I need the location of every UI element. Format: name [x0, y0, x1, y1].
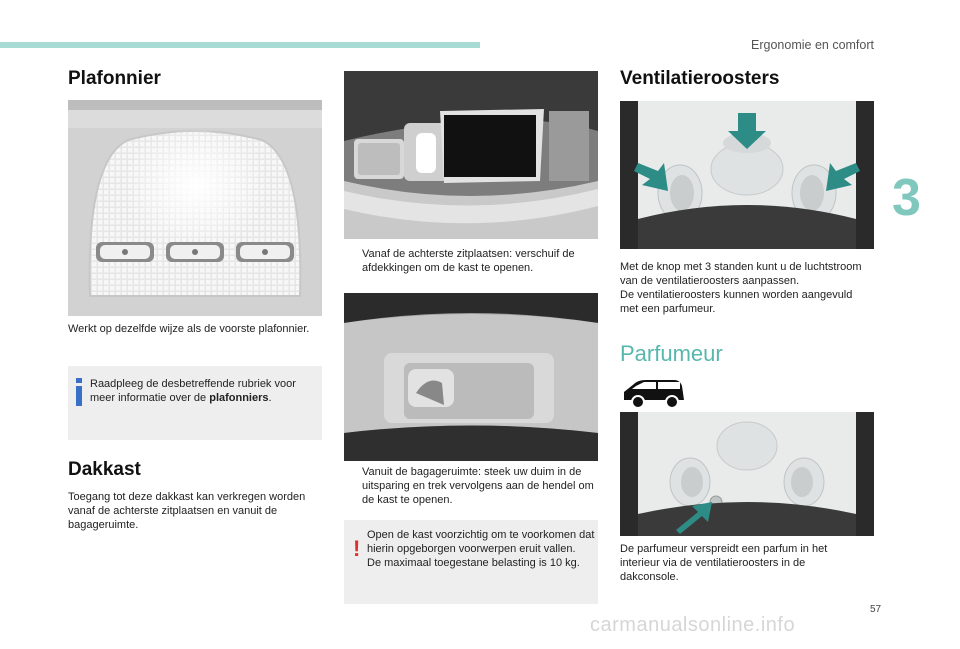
ventilation-illustration	[620, 101, 874, 249]
plafonnier-text: Werkt op dezelfde wijze als de voorste plafonnier.	[68, 323, 310, 335]
heading-plafonnier: Plafonnier	[68, 68, 161, 89]
info-icon	[76, 378, 82, 406]
info-text: Raadpleeg de desbetreffende rubriek voor meer informatie over de plafonniers.	[90, 378, 296, 404]
warning-icon: !	[353, 536, 361, 561]
parfumeur-text: De parfumeur verspreidt een parfum in het interieur via de ventilatieroosters in de dakconsole.	[620, 543, 828, 583]
heading-dakkast: Dakkast	[68, 459, 141, 480]
info-bold-term: plafonniers	[209, 392, 269, 404]
page-number: 57	[870, 604, 882, 615]
warning-text: Open de kast voorzichtig om te voorkomen dat hierin opgeborgen voorwerpen eruit vallen. De maximaal toegestane belasting is 10 kg.	[367, 529, 595, 569]
chapter-number: 3	[892, 169, 921, 227]
vehicle-silhouette-icon	[620, 376, 686, 410]
ventilation-text: Met de knop met 3 standen kunt u de luchtstroom van de ventilatieroosters aanpassen. De ventilatieroosters kunnen worden aangevuld met een parfumeur.	[620, 261, 862, 315]
dakkast-illustration-luggage	[344, 293, 598, 461]
dakkast-illustration-rear-seats	[344, 71, 598, 239]
bullet-luggage: Vanuit de bagageruimte: steek uw duim in de uitsparing en trek vervolgens aan de hendel om de kast te openen.	[362, 466, 594, 506]
heading-parfumeur: Parfumeur	[620, 341, 723, 366]
info-box	[68, 366, 322, 440]
watermark: carmanualsonline.info	[590, 614, 796, 636]
parfumeur-illustration	[620, 412, 874, 536]
bullet-rear-seats: Vanaf de achterste zitplaatsen: verschuif de afdekkingen om de kast te openen.	[362, 248, 575, 274]
header-accent-bar	[0, 42, 480, 48]
dakkast-text: Toegang tot deze dakkast kan verkregen worden vanaf de achterste zitplaatsen en vanuit de bagageruimte.	[68, 491, 306, 531]
heading-ventilatieroosters: Ventilatieroosters	[620, 68, 780, 89]
plafonnier-illustration	[68, 100, 322, 316]
warning-box	[344, 520, 598, 604]
section-title: Ergonomie en comfort	[751, 38, 874, 52]
